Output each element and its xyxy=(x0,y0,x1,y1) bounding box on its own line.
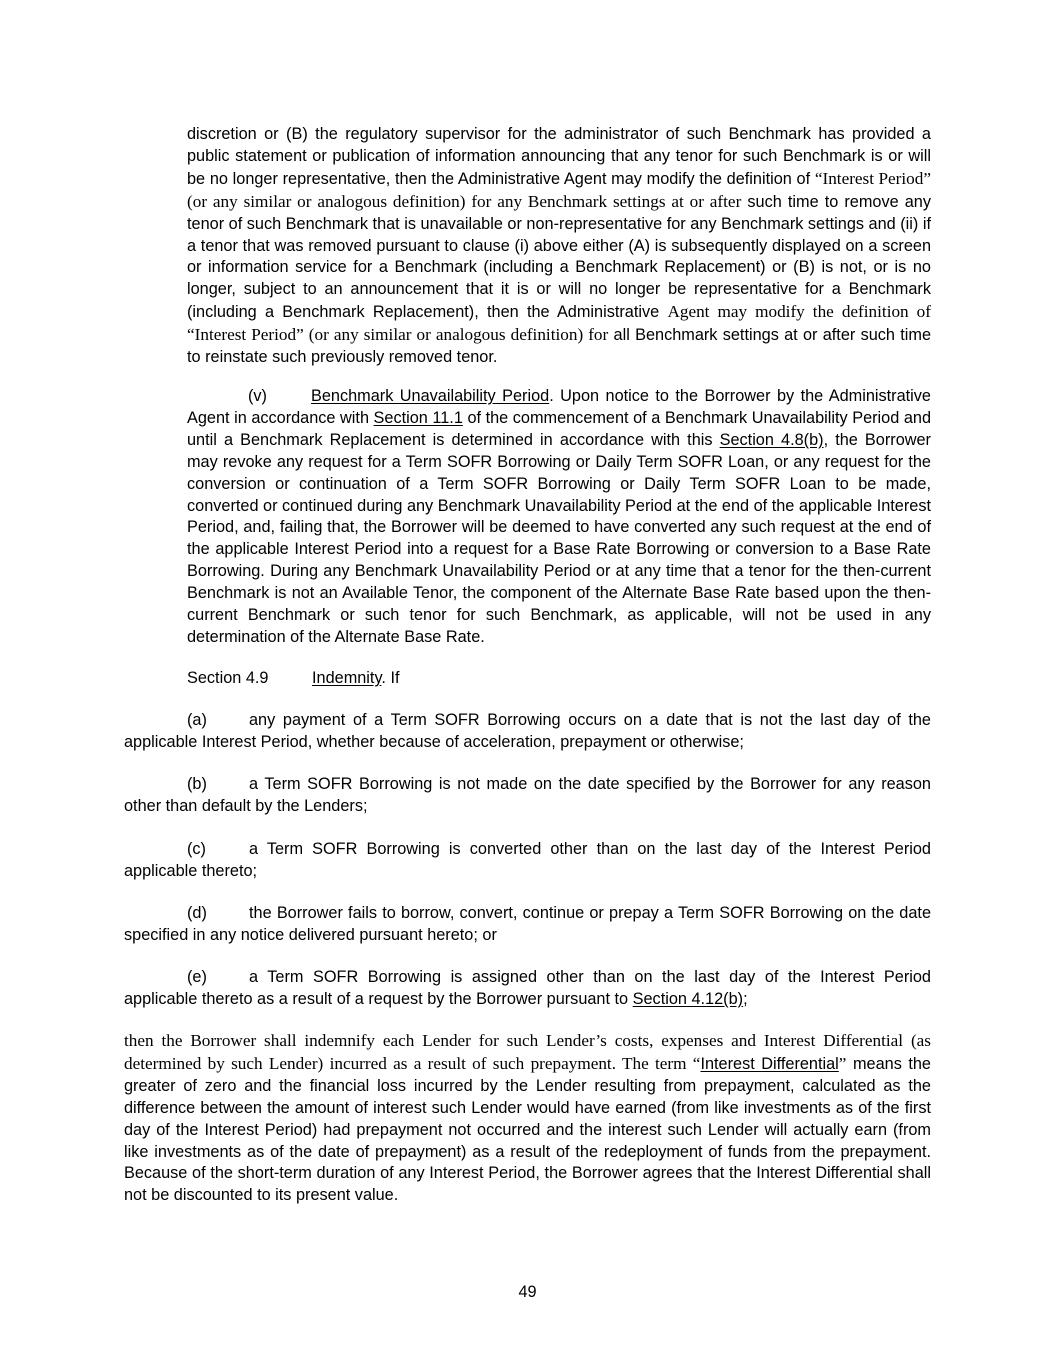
page-number: 49 xyxy=(518,1283,537,1301)
text-run: , the Borrower may revoke any request for a Term SOFR Borrowing or Daily Term SOFR Loan, or any request for the conversion or continuation of a Term SOFR Borrowing or Daily Term SOFR Loan to be made, converted or continued during any Benchmark Unavailability Period at the end of the applicable Interest Period, and, failing that, the Borrower will be deemed to have converted any such request at the end of the applicable Interest Period into a request for a Base Rate Borrowing or conversion to a Base Rate Borrowing. During any Benchmark Unavailability Period or at any time that a tenor for the then-current Benchmark is not an Available Tenor, the component of the Alternate Base Rate based upon the then-current Benchmark or such tenor for such Benchmark, as applicable, will not be used in any determination of the Alternate Base Rate. xyxy=(187,430,931,646)
list-item xyxy=(124,903,931,947)
section-heading xyxy=(187,668,400,690)
list-item-text: a Term SOFR Borrowing is not made on the date specified by the Borrower for any reason other than default by the Lenders; xyxy=(124,775,931,815)
text-run-serif: ” xyxy=(838,1053,847,1073)
text-run: of the commencement of a Benchmark Unavailability Period and until a Benchmark Replacement is determined in accordance with this xyxy=(187,408,931,449)
text-run: all Benchmark settings at or after such time to reinstate such previously removed tenor. xyxy=(187,326,931,367)
section-reference-link: Section 4.12(b) xyxy=(632,989,744,1008)
text-run-serif: Agent may modify the definition of “Interest Period” (or any similar or analogous definition) for xyxy=(187,302,932,345)
list-item-label: (c) xyxy=(187,840,206,858)
list-item-label: (b) xyxy=(187,775,207,793)
text-run-serif: then the Borrower shall indemnify each Lender for such Lender’s costs, expenses and Interest Differential (as determined by such Lender) incurred as a result of such prepayment. The term “ xyxy=(124,1031,931,1073)
text-run: means the greater of zero and the financial loss incurred by the Lender resulting from prepayment, calculated as the difference between the amount of interest such Lender would have earned (from like investments as of the first day of the Interest Period) had prepayment not occurred and the interest such Lender will actually earn (from like investments as of the date of prepayment) as a result of the redeployment of funds from the prepayment. Because of the short-term duration of any Interest Period, the Borrower agrees that the Interest Differential shall not be discounted to its present value. xyxy=(124,1054,931,1205)
list-item-label: (d) xyxy=(187,904,207,922)
section-title: Indemnity xyxy=(312,669,382,687)
section-number: Section 4.9 xyxy=(187,669,269,687)
clause-label: (v) xyxy=(248,387,267,405)
text-run: . Upon notice to the Borrower by the Administrative Agent in accordance with xyxy=(187,387,931,427)
list-item-text: the Borrower fails to borrow, convert, continue or prepay a Term SOFR Borrowing on the date specified in any notice delivered pursuant hereto; or xyxy=(124,904,931,944)
list-item-text: ; xyxy=(743,989,748,1008)
list-item-text: a Term SOFR Borrowing is converted other than on the last day of the Interest Period applicable thereto; xyxy=(124,840,931,880)
section-reference-link: Section 11.1 xyxy=(373,408,463,427)
list-item-label: (a) xyxy=(187,711,207,729)
list-item-text: a Term SOFR Borrowing is assigned other than on the last day of the Interest Period applicable thereto as a result of a request by the Borrower pursuant to xyxy=(124,968,931,1008)
paragraph-indemnity-closing xyxy=(124,1030,931,1207)
text-run: such time to remove any tenor of such Benchmark that is unavailable or non-representative for any Benchmark settings and (ii) if a tenor that was removed pursuant to clause (i) above either (A) is subsequently displayed on a screen or information service for a Benchmark (including a Benchmark Replacement) or (B) is not, or is no longer, subject to an announcement that it is or will no longer be representative for a Benchmark (including a Benchmark Replacement), then the Administrative xyxy=(187,192,932,322)
paragraph-benchmark-tenor xyxy=(187,124,931,369)
defined-term: Interest Differential xyxy=(700,1054,839,1073)
list-item-text: any payment of a Term SOFR Borrowing occurs on a date that is not the last day of the applicable Interest Period, whether because of acceleration, prepayment or otherwise; xyxy=(124,711,931,751)
list-item xyxy=(124,967,931,1011)
list-item-label: (e) xyxy=(187,968,207,986)
section-reference-link: Section 4.8(b) xyxy=(719,430,824,449)
section-title-suffix: . If xyxy=(381,669,400,687)
paragraph-unavailability-period xyxy=(187,386,931,649)
text-run: discretion or (B) the regulatory supervisor for the administrator of such Benchmark has provided a public statement or publication of information announcing that any tenor for such Benchmark is or will be no longer representative, then the Administrative Agent may modify the definition of xyxy=(187,125,931,188)
list-item xyxy=(124,839,931,883)
list-item xyxy=(124,774,931,818)
clause-heading: Benchmark Unavailability Period xyxy=(311,387,550,405)
list-item xyxy=(124,710,931,754)
text-run-serif: “Interest Period” (or any similar or analogous definition) for any Benchmark settings at or after xyxy=(187,168,931,211)
